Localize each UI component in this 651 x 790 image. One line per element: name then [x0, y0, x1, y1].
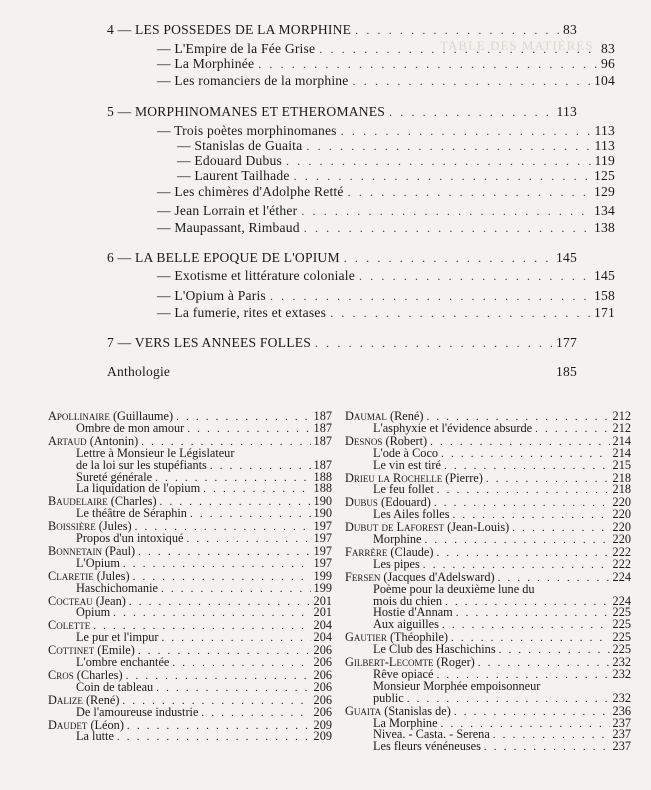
index-author-name: Daumal — [345, 409, 387, 423]
toc-entry — [107, 22, 577, 38]
index-author-name: Baudelaire — [48, 494, 108, 509]
index-author-name: Dubut de Laforest — [345, 520, 445, 535]
toc-entry — [157, 73, 615, 89]
dot-leader — [355, 23, 559, 38]
toc-entry-page: 113 — [556, 104, 577, 119]
toc-entry-page: 158 — [594, 288, 615, 303]
toc-entry-title: — Les romanciers de la morphine — [157, 73, 349, 88]
toc-entry-page: 83 — [563, 22, 577, 37]
index-work-page: 188 — [313, 481, 332, 496]
index-author-page: 236 — [612, 703, 631, 718]
dot-leader — [117, 731, 311, 743]
index-work-page: 190 — [313, 506, 332, 521]
index-work-title: Le théâtre de Séraphin — [76, 506, 187, 521]
toc-entry-title: — La fumerie, rites et extases — [157, 305, 327, 320]
index-author-firstname: (Charles) — [110, 494, 157, 509]
dot-leader — [187, 423, 310, 435]
index-author-page: 190 — [313, 494, 332, 509]
index-work-page: 218 — [612, 482, 631, 497]
toc-entry — [157, 305, 615, 321]
toc-entry — [157, 184, 615, 200]
toc-entry-page: 134 — [594, 203, 615, 218]
index-author-firstname: (Théophile) — [389, 630, 448, 645]
index-author-name: Gilbert-Lecomte — [345, 655, 434, 669]
index-author-firstname: (Jules) — [98, 519, 132, 534]
dot-leader — [315, 336, 552, 351]
toc-entry-title: — Laurent Tailhade — [177, 168, 290, 183]
index-work-title: La Morphine — [373, 715, 438, 730]
toc-entry — [177, 138, 615, 154]
index-author-firstname: (Jean) — [95, 593, 126, 608]
index-author-firstname: (Antonin) — [89, 433, 139, 448]
index-work-title: Monsieur Morphée empoisonneur — [373, 678, 541, 693]
dot-leader — [201, 707, 310, 719]
toc-entry — [107, 104, 577, 120]
index-author-page: 220 — [612, 495, 631, 510]
index-work-title: Sureté générale — [76, 469, 153, 484]
toc-entry — [107, 364, 577, 380]
toc-entry-title: 5 — MORPHINOMANES ET ETHEROMANES — [107, 104, 386, 119]
toc-entry-page: 125 — [594, 168, 615, 183]
toc-entry-page: 83 — [601, 41, 615, 56]
toc-entry — [157, 288, 615, 304]
dot-leader — [389, 105, 552, 120]
index-author-name: Daudet — [48, 717, 88, 732]
toc-entry — [157, 123, 615, 139]
index-work-title: Les Ailes folles — [373, 507, 450, 522]
index-work-title: La lutte — [76, 729, 114, 744]
index-author-name: Fersen — [345, 569, 381, 584]
dot-leader — [425, 534, 610, 546]
toc-entry-title: — Edouard Dubus — [177, 153, 282, 168]
dot-leader — [344, 251, 552, 266]
index-work-title: Les fleurs vénéneuses — [373, 739, 481, 754]
index-author-page: 197 — [313, 543, 332, 558]
index-work-title: mois du chien — [373, 593, 442, 608]
dot-leader — [161, 632, 310, 644]
index-author-page: 199 — [313, 568, 332, 583]
index-work-page: 224 — [612, 593, 631, 608]
index-author-name: Dalize — [48, 692, 83, 707]
index-author-firstname: (Jules) — [96, 568, 130, 583]
toc-entry-title: — La Morphinée — [157, 56, 255, 71]
toc-entry-page: 185 — [556, 364, 577, 379]
dot-leader — [161, 583, 311, 595]
index-work-page: 199 — [313, 580, 332, 595]
index-author-page: 224 — [612, 569, 631, 584]
toc-entry-title: — Exotisme et littérature coloniale — [157, 268, 356, 283]
index-author-page: 220 — [612, 520, 631, 535]
index-work-page: 204 — [313, 630, 332, 645]
index-author-page: 204 — [313, 618, 332, 633]
dot-leader — [484, 741, 610, 753]
index-author-firstname: (Léon) — [90, 717, 124, 732]
index-author-name: Cocteau — [48, 593, 93, 608]
toc-entry-page: 171 — [594, 305, 615, 320]
index-author-firstname: (Robert) — [385, 433, 428, 448]
index-work-page: 215 — [612, 457, 631, 472]
index-author-firstname: (Edouard) — [380, 495, 431, 510]
toc-entry — [177, 168, 615, 184]
toc-entry-page: 96 — [601, 56, 615, 71]
dot-leader — [203, 483, 310, 495]
index-work-title: Haschichomanie — [76, 580, 158, 595]
index-author-page: 187 — [313, 409, 332, 423]
index-author-name: Boissière — [48, 519, 96, 534]
index-work-title: Le vin est tiré — [373, 457, 441, 472]
index-work-title: Le Club des Haschichins — [373, 642, 496, 657]
index-author-firstname: (Stanislas de) — [384, 703, 451, 718]
index-work-page: 232 — [612, 666, 631, 681]
index-work-page: 222 — [612, 556, 631, 571]
index-author-name: Guaita — [345, 703, 382, 718]
toc-entry-page: 145 — [556, 250, 577, 265]
index-work-page: 206 — [313, 655, 332, 669]
index-work-title: De l'amoureuse industrie — [76, 704, 199, 719]
index-author-page: 232 — [612, 655, 631, 669]
index-work-page: 225 — [612, 617, 631, 632]
dot-leader — [341, 124, 591, 139]
index-author-page: 209 — [313, 717, 332, 732]
index-author-firstname: (Guillaume) — [112, 409, 174, 423]
toc-entry-title: — Jean Lorrain et l'éther — [157, 203, 298, 218]
dot-leader — [113, 607, 310, 619]
index-author-page: 206 — [313, 692, 332, 707]
index-author-firstname: (Jean-Louis) — [447, 520, 510, 535]
dot-leader — [258, 57, 597, 72]
index-work-title: Coin de tableau — [76, 679, 154, 694]
index-work-title: Lettre à Monsieur le Législateur — [76, 445, 235, 460]
index-author-firstname: (René) — [85, 692, 120, 707]
index-work-title: public — [373, 690, 404, 705]
index-work-page: 197 — [313, 531, 332, 545]
toc-entry-title: Anthologie — [107, 364, 171, 379]
index-work-title: Morphine — [373, 532, 422, 546]
dot-leader — [319, 42, 597, 57]
index-work-page: 187 — [313, 457, 332, 472]
index-work-page: 220 — [612, 507, 631, 522]
dot-leader — [437, 484, 610, 496]
index-work-page: 212 — [612, 420, 631, 435]
toc-entry-title: — Les chimères d'Adolphe Retté — [157, 184, 344, 199]
dot-leader — [306, 139, 590, 154]
index-work-title: Le pur et l'impur — [76, 630, 159, 645]
toc-entry-title: — Maupassant, Rimbaud — [157, 220, 300, 235]
index-author-page: 197 — [313, 519, 332, 534]
index-work-page: 188 — [313, 469, 332, 484]
index-work-page: 225 — [612, 605, 631, 620]
index-work-title: Le feu follet — [373, 482, 434, 497]
toc-entry — [157, 220, 615, 236]
index-work-title: L'ombre enchantée — [76, 655, 170, 669]
index-author-page: 218 — [612, 470, 631, 485]
index-work-title: Rêve opiacé — [373, 666, 434, 681]
toc-entry-title: — L'Opium à Paris — [157, 288, 266, 303]
index-work-title: La liquidation de l'opium — [76, 481, 201, 496]
index-author-page: 201 — [313, 593, 332, 608]
index-author-name: Dubus — [345, 495, 378, 510]
dot-leader — [172, 657, 310, 669]
index-work-page: 232 — [612, 690, 631, 705]
index-work-title: L'asphyxie et l'évidence absurde — [373, 420, 533, 435]
index-work-page: 237 — [612, 715, 631, 730]
index-work-page: 206 — [313, 704, 332, 719]
dot-leader — [186, 533, 310, 545]
toc-entry-title: 6 — LA BELLE EPOQUE DE L'OPIUM — [107, 250, 340, 265]
index-work-page: 206 — [313, 679, 332, 694]
index-work-page: 225 — [612, 642, 631, 657]
index-work-page: 187 — [313, 420, 332, 435]
index-author-page: 187 — [313, 433, 332, 448]
index-work-title: de la loi sur les stupéfiants — [76, 457, 207, 472]
index-author-page: 206 — [313, 667, 332, 682]
index-work-line — [76, 606, 332, 619]
dot-leader — [301, 204, 590, 219]
toc-entry-title: 7 — VERS LES ANNEES FOLLES — [107, 335, 311, 350]
toc-entry — [107, 335, 577, 351]
toc-entry-page: 119 — [594, 153, 615, 168]
index-work-line — [373, 740, 631, 753]
dot-leader — [270, 289, 590, 304]
dot-leader — [190, 508, 311, 520]
toc-entry — [107, 250, 577, 266]
index-author-firstname: (Emile) — [97, 643, 135, 658]
index-author-name: Claretie — [48, 568, 94, 583]
toc-entry — [157, 41, 615, 57]
index-author-name: Cottinet — [48, 643, 95, 658]
index-author-firstname: (Roger) — [436, 655, 475, 669]
index-author-name: Artaud — [48, 433, 87, 448]
toc-entry — [157, 268, 615, 284]
index-work-title: Poème pour la deuxième lune du — [373, 581, 535, 596]
index-work-page: 197 — [313, 555, 332, 570]
toc-entry-title: — L'Empire de la Fée Grise — [157, 41, 316, 56]
show-through-text: TABLE DES MATIÈRES — [440, 38, 594, 53]
toc-entry-page: 138 — [594, 220, 615, 235]
dot-leader — [304, 221, 590, 236]
dot-leader — [330, 306, 590, 321]
index-author-page: 212 — [612, 409, 631, 423]
index-author-name: Drieu la Rochelle — [345, 470, 443, 485]
index-author-name: Gautier — [345, 630, 387, 645]
index-work-page: 220 — [612, 532, 631, 546]
dot-leader — [348, 185, 590, 200]
toc-entry-title: — Stanislas de Guaita — [177, 138, 303, 153]
toc-entry — [177, 153, 615, 169]
author-index — [0, 410, 651, 790]
toc-entry-page: 177 — [556, 335, 577, 350]
index-work-title: Les pipes — [373, 556, 420, 571]
dot-leader — [442, 619, 610, 631]
toc-entry — [157, 203, 615, 219]
dot-leader — [294, 169, 590, 184]
index-author-page: 222 — [612, 544, 631, 559]
index-work-title: Hostie d'Annam — [373, 605, 453, 620]
index-author-firstname: (Pierre) — [445, 470, 483, 485]
index-author-page: 214 — [612, 433, 631, 448]
dot-leader — [286, 154, 591, 169]
index-author-firstname: (Charles) — [76, 667, 123, 682]
index-work-page: 201 — [313, 605, 332, 620]
index-work-title: L'Opium — [76, 555, 120, 570]
index-work-title: Nivea. - Casta. - Serena — [373, 727, 490, 742]
index-work-title: Ombre de mon amour — [76, 420, 185, 435]
index-author-name: Cros — [48, 667, 74, 682]
index-work-line — [76, 730, 332, 743]
toc-entry-title: 4 — LES POSSEDES DE LA MORPHINE — [107, 22, 352, 37]
toc-entry-page: 113 — [594, 138, 615, 153]
index-work-page: 237 — [612, 739, 631, 754]
dot-leader — [535, 423, 609, 435]
index-author-page: 206 — [313, 643, 332, 658]
index-author-name: Bonnetain — [48, 543, 102, 558]
index-work-title: Aux aiguilles — [373, 617, 439, 632]
index-author-name: Apollinaire — [48, 409, 110, 423]
index-author-firstname: (Claude) — [390, 544, 434, 559]
index-work-title: L'ode à Coco — [373, 445, 439, 460]
index-author-firstname: (Paul) — [105, 543, 136, 558]
index-author-name: Desnos — [345, 433, 383, 448]
index-author-firstname: (Jacques d'Adelsward) — [383, 569, 495, 584]
index-work-page: 209 — [313, 729, 332, 744]
toc-entry — [157, 56, 615, 72]
toc-entry-page: 113 — [594, 123, 615, 138]
dot-leader — [359, 269, 590, 284]
toc-entry-title: — Trois poètes morphinomanes — [157, 123, 337, 138]
index-work-title: Propos d'un intoxiqué — [76, 531, 184, 545]
index-author-name: Colette — [48, 618, 91, 633]
index-work-page: 237 — [612, 727, 631, 742]
toc-entry-page: 104 — [594, 73, 615, 88]
index-work-page: 214 — [612, 445, 631, 460]
index-author-firstname: (René) — [389, 409, 424, 423]
dot-leader — [156, 682, 310, 694]
dot-leader — [353, 74, 590, 89]
dot-leader — [499, 644, 610, 656]
index-author-name: Farrère — [345, 544, 388, 559]
toc-entry-page: 129 — [594, 184, 615, 199]
index-work-title: Opium — [76, 605, 111, 620]
index-author-page: 225 — [612, 630, 631, 645]
dot-leader — [123, 558, 311, 570]
toc-entry-page: 145 — [594, 268, 615, 283]
